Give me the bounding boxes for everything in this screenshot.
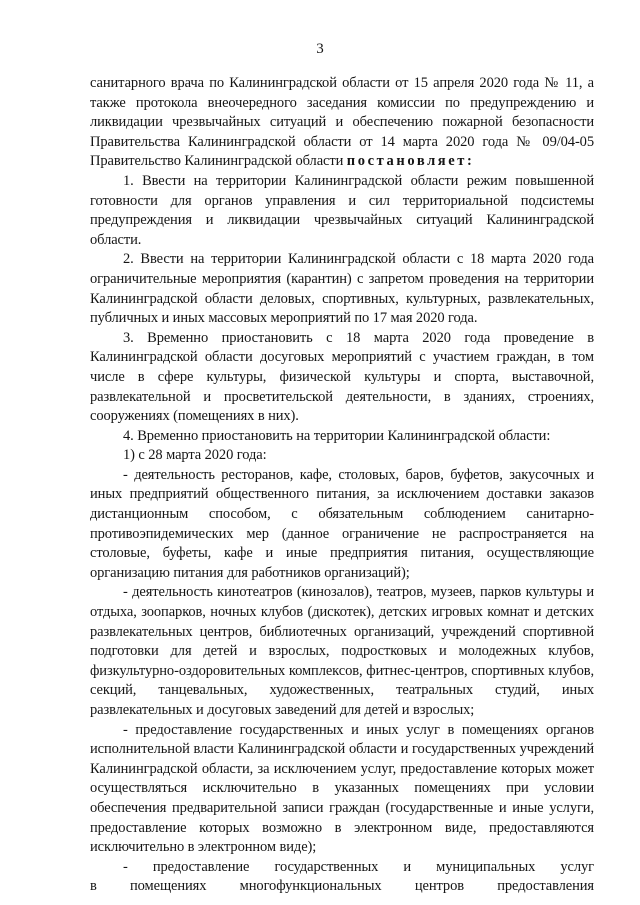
document-body [90,74,594,897]
paragraph-item-4: 4. Временно приостановить на территории Калининградской области: [123,427,551,444]
paragraph-restaurants: - деятельность ресторанов, кафе, столовых, баров, буфетов, закусочных и иных предприятий общественного питания, за исключением доставки заказов дистанционным способом, с обязательным соблюдением санитарно-противоэпидемических мер (данное ограничение не распространяется на столовые, буфеты, кафе и иные предприятия питания, осуществляющие организацию питания для работников организаций); [90,466,594,581]
mfc-line-2: в помещениях многофункциональных центров предоставления [90,878,594,895]
mfc-line-1: - предоставление государственных и муниципальных услуг [123,858,594,875]
paragraph-item-1: 1. Ввести на территории Калининградской области режим повышенной готовности для органов управления и сил территориальной подсистемы предупреждения и ликвидации чрезвычайных ситуаций Калининградской области. [90,172,594,248]
paragraph-item-3: 3. Временно приостановить с 18 марта 2020 года проведение в Калининградской области досуговых мероприятий с участием граждан, в том числе в сфере культуры, физической культуры и спорта, выставочной, развлекательной и просветительской деятельности, в зданиях, строениях, сооружениях (помещениях в них). [90,329,594,425]
paragraph-item-2: 2. Ввести на территории Калининградской области с 18 марта 2020 года ограничительные мероприятия (карантин) с запретом проведения на территории Калининградской области деловых, спортивных, культурных, развлекательных, публичных и иных массовых мероприятий по 17 мая 2020 года. [90,251,594,327]
paragraph-subitem-1: 1) с 28 марта 2020 года: [123,447,267,464]
paragraph-mfc-services [90,858,594,878]
paragraph-state-services: - предоставление государственных и иных услуг в помещениях органов исполнительной власти Калининградской области и государственных учреждений Калининградской области, за исключением услуг, предоставление которых может осуществляться исключительно в указанных помещениях при условии обеспечения предварительной записи граждан (государственные и иные услуги, предоставление которых возможно в электронном виде, предоставляются исключительно в электронном виде); [90,721,594,856]
paragraph-mfc-services-cont [90,877,594,897]
paragraph-preamble [90,74,594,172]
decree-keyword: постановляет: [346,153,475,170]
page-number: 3 [316,41,324,57]
paragraph-cinemas: - деятельность кинотеатров (кинозалов), театров, музеев, парков культуры и отдыха, зоопарков, ночных клубов (дискотек), детских игровых комнат и детских развлекательных центров, библиотечных организаций, учреждений спортивной подготовки для детей и взрослых, подростковых и молодежных клубов, физкультурно-оздоровительных комплексов, фитнес-центров, спортивных клубов, секций, танцевальных, художественных, театральных студий, иных развлекательных и досуговых заведений для детей и взрослых; [90,584,594,718]
preamble-text: санитарного врача по Калининградской области от 15 апреля 2020 года № 11, а также протокола внеочередного заседания комиссии по предупреждению и ликвидации чрезвычайных ситуаций и обеспечению пожарной безопасности Правительства Калининградской области от 14 марта 2020 года № 09/04-05 Правительство Калининградской области [90,75,594,170]
